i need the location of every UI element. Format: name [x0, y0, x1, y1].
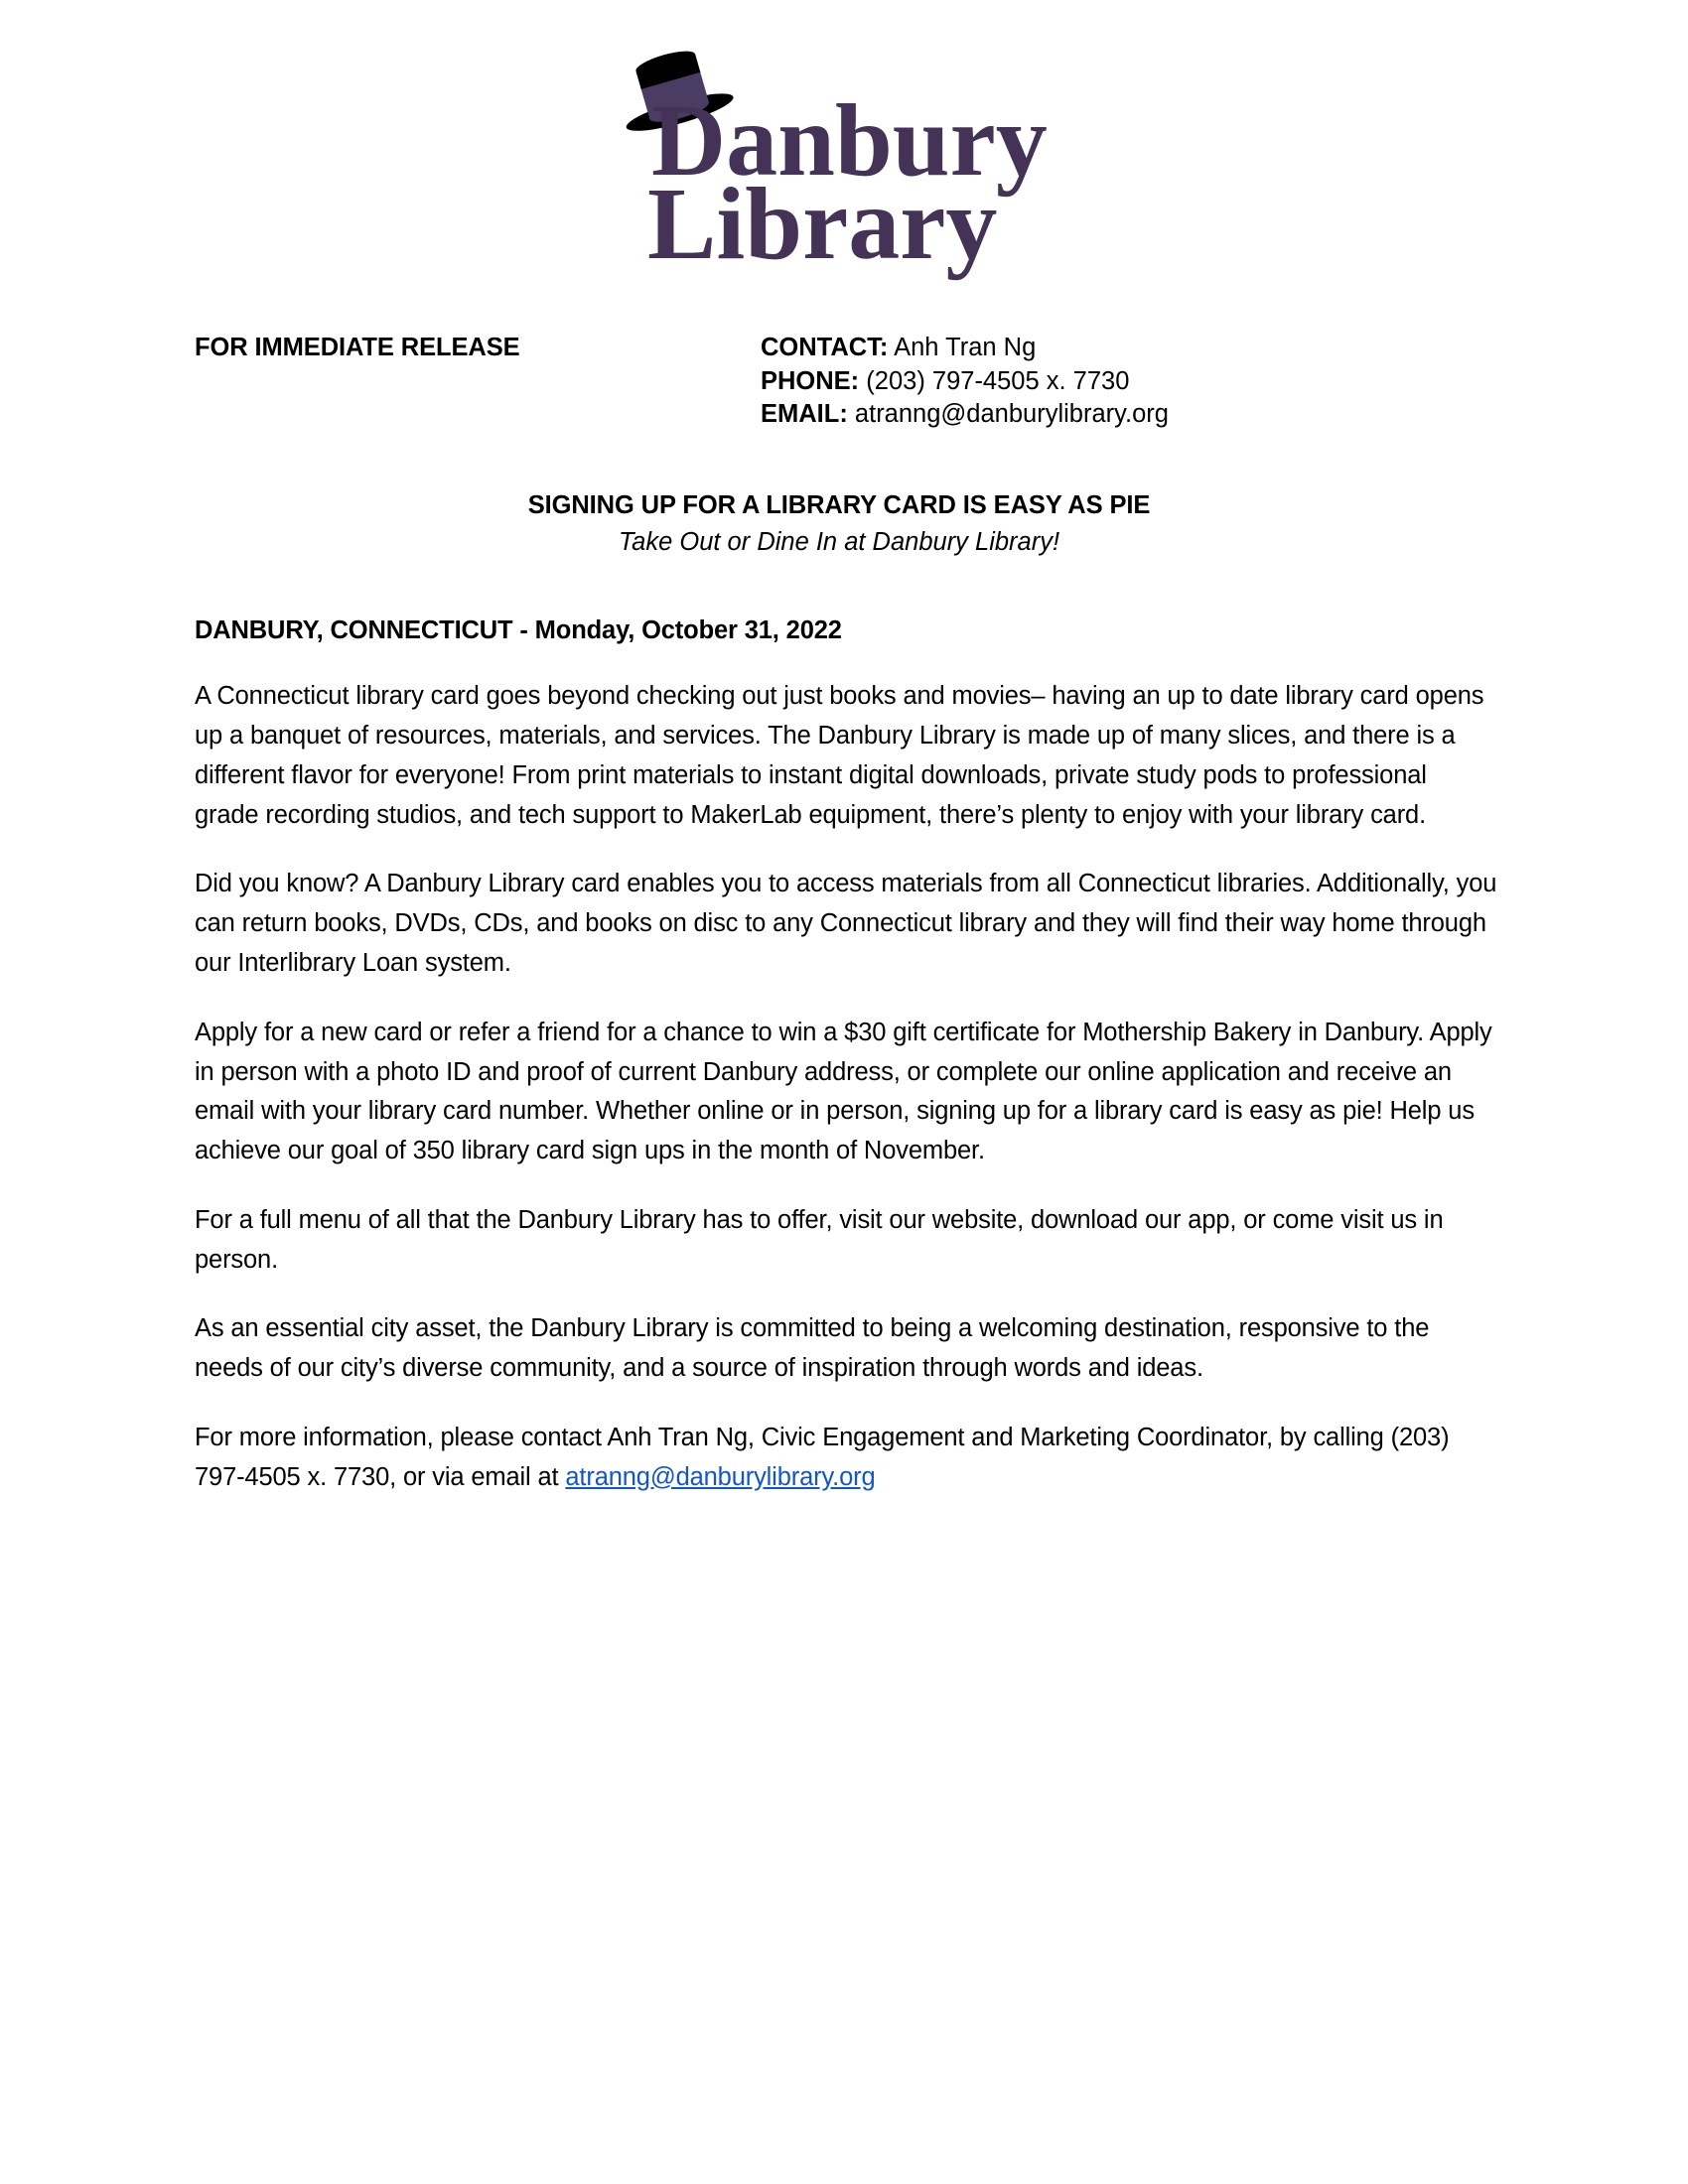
- contact-block: [761, 332, 1497, 432]
- title-block: [195, 489, 1497, 559]
- contact-email-line: [761, 398, 1497, 432]
- phone-value: (203) 797-4505 x. 7730: [866, 366, 1130, 395]
- email-link[interactable]: atranng@danburylibrary.org: [565, 1462, 876, 1491]
- page-title: SIGNING UP FOR A LIBRARY CARD IS EASY AS PIE: [527, 490, 1151, 519]
- body-copy: [195, 677, 1497, 1497]
- paragraph-2: Did you know? A Danbury Library card enables you to access materials from all Connecticut libraries. Additionally, you can return books, DVDs, CDs, and books on disc to any Connecticut library and they will find their way home through our Interlibrary Loan system.: [195, 870, 1497, 977]
- paragraph-6: [195, 1419, 1497, 1498]
- contact-name-line: [761, 332, 1497, 365]
- document-content: [0, 332, 1688, 1497]
- contact-value: Anh Tran Ng: [894, 334, 1037, 361]
- email-value: atranng@danburylibrary.org: [854, 400, 1169, 429]
- logo-line-1: Danbury: [651, 83, 1048, 198]
- for-immediate-release-label: FOR IMMEDIATE RELEASE: [195, 334, 520, 361]
- paragraph-3: Apply for a new card or refer a friend for a chance to win a $30 gift certificate for Mothership Bakery in Danbury. Apply in person with a photo ID and proof of current Danbury address, or complete our online application and receive an email with your library card number. Whether online or in person, signing up for a library card is easy as pie! Help us achieve our goal of 350 library card sign ups in the month of November.: [195, 1018, 1492, 1165]
- danbury-library-logo: [596, 38, 1092, 286]
- phone-label: PHONE:: [761, 366, 860, 395]
- logo-header: [0, 0, 1688, 286]
- paragraph-1: A Connecticut library card goes beyond checking out just books and movies– having an up to date library card opens up a banquet of resources, materials, and services. The Danbury Library is made up of many slices, and there is a different flavor for everyone! From print materials to instant digital downloads, private study pods to professional grade recording studios, and tech support to MakerLab equipment, there’s plenty to enjoy with your library card.: [195, 682, 1484, 829]
- contact-label: CONTACT:: [761, 334, 889, 361]
- email-label: EMAIL:: [761, 400, 848, 429]
- contact-phone-line: [761, 365, 1497, 399]
- dateline: DANBURY, CONNECTICUT - Monday, October 31, 2022: [195, 616, 842, 645]
- paragraph-6-text: For more information, please contact Anh Tran Ng, Civic Engagement and Marketing Coordinator, by calling (203) 797-4505 x. 7730, or via email at: [195, 1423, 1450, 1491]
- logo-line-2: Library: [647, 167, 998, 281]
- release-header-row: [195, 332, 1497, 432]
- paragraph-5: As an essential city asset, the Danbury Library is committed to being a welcoming destination, responsive to the needs of our city’s diverse community, and a source of inspiration through words and ideas.: [195, 1314, 1430, 1383]
- logo-svg: [596, 38, 1092, 286]
- page-subtitle: Take Out or Dine In at Danbury Library!: [618, 528, 1060, 557]
- paragraph-4: For a full menu of all that the Danbury Library has to offer, visit our website, download our app, or come visit us in person.: [195, 1205, 1444, 1274]
